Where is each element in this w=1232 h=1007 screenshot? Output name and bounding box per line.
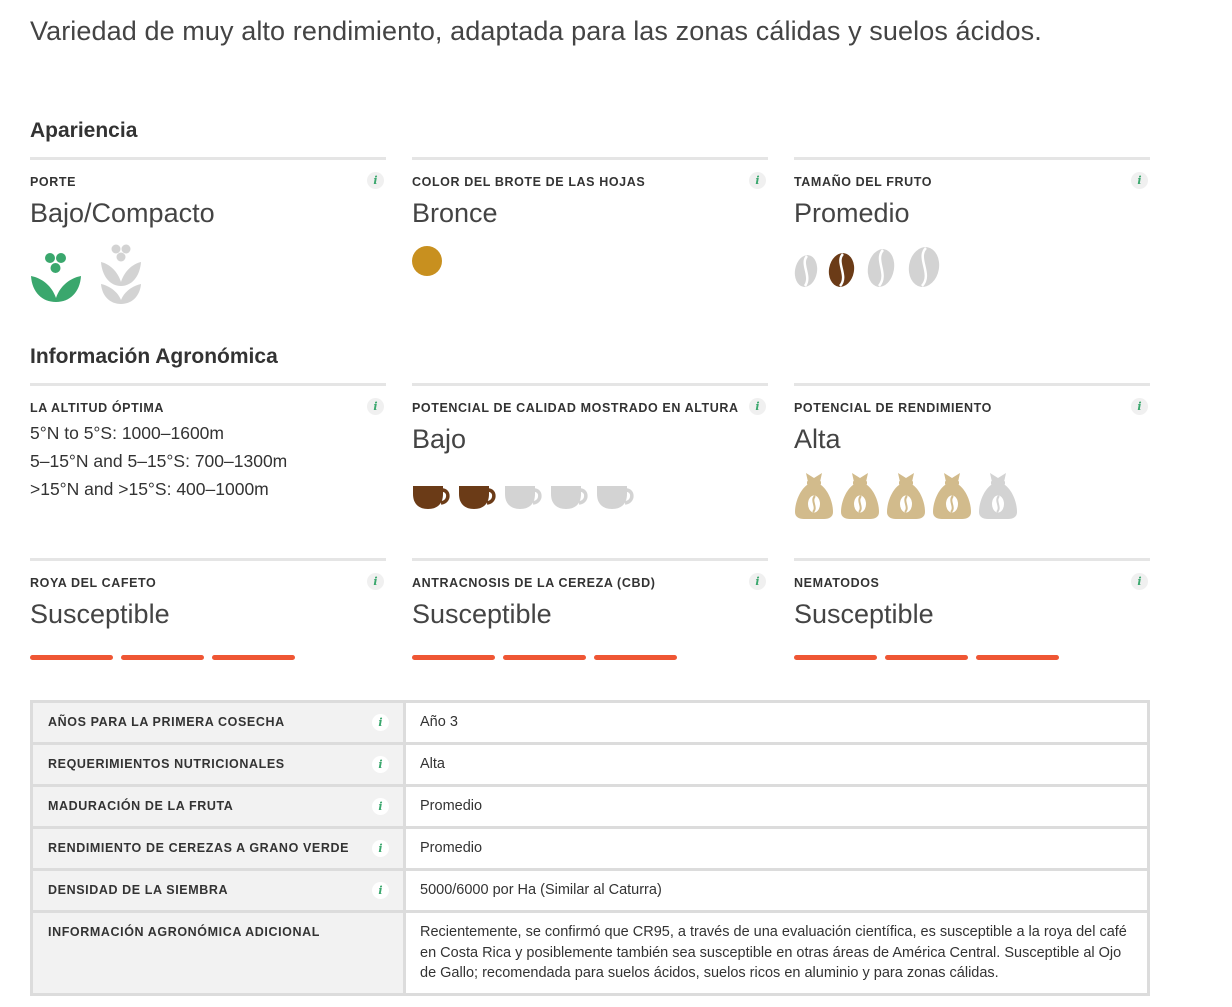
card-label: TAMAÑO DEL FRUTO	[794, 175, 933, 189]
info-icon[interactable]: i	[749, 398, 766, 415]
susceptibility-bar	[594, 655, 677, 660]
susceptibility-bar	[885, 655, 968, 660]
row-value: Recientemente, se confirmó que CR95, a través de una evaluación científica, es susceptible a la roya del café en Costa Rica y posiblemente también sea susceptible en otras áreas de América Central. Susceptible al Ojo de Gallo; recomendada para suelos ácidos, suelos ricos en aluminio y para zonas cálidas.	[405, 912, 1149, 995]
bean-large-icon	[867, 248, 895, 288]
agronomic-details-table	[30, 700, 1150, 996]
susceptibility-bar	[121, 655, 204, 660]
info-icon[interactable]: i	[372, 714, 389, 731]
card-nematodos	[794, 558, 1150, 671]
card-label: COLOR DEL BROTE DE LAS HOJAS	[412, 175, 646, 189]
card-porte	[30, 157, 386, 310]
variety-description: Variedad de muy alto rendimiento, adaptada para las zonas cálidas y suelos ácidos.	[30, 16, 1042, 46]
info-icon[interactable]: i	[367, 573, 384, 590]
bronze-color-swatch	[412, 246, 442, 276]
table-row	[32, 870, 1149, 912]
coffee-sack-icon	[978, 472, 1018, 520]
card-roya	[30, 558, 386, 671]
row-key: RENDIMIENTO DE CEREZAS A GRANO VERDE i	[32, 828, 405, 870]
info-icon[interactable]: i	[372, 882, 389, 899]
info-icon[interactable]: i	[372, 756, 389, 773]
plant-tall-icon	[96, 244, 148, 304]
altitude-line: 5–15°N and 5–15°S: 700–1300m	[30, 451, 288, 471]
card-value: Bajo	[412, 424, 467, 454]
card-label: ROYA DEL CAFETO	[30, 576, 157, 590]
card-label: NEMATODOS	[794, 576, 880, 590]
coffee-sack-icon	[794, 472, 834, 520]
row-key: AÑOS PARA LA PRIMERA COSECHA i	[32, 702, 405, 744]
card-label: PORTE	[30, 175, 77, 189]
card-label: LA ALTITUD ÓPTIMA	[30, 401, 165, 415]
info-icon[interactable]: i	[367, 172, 384, 189]
coffee-cup-icon	[412, 484, 452, 510]
coffee-cup-icon	[596, 484, 636, 510]
susceptibility-bar	[503, 655, 586, 660]
row-value: Alta	[405, 744, 1149, 786]
card-color-brote	[412, 157, 768, 310]
row-value: Promedio	[405, 786, 1149, 828]
section-heading-apariencia: Apariencia	[30, 119, 138, 142]
bean-small-icon	[794, 254, 818, 288]
bean-xlarge-icon	[908, 246, 940, 288]
table-row	[32, 702, 1149, 744]
susceptibility-bar	[794, 655, 877, 660]
table-row	[32, 828, 1149, 870]
coffee-sack-icon	[932, 472, 972, 520]
info-icon[interactable]: i	[372, 840, 389, 857]
coffee-cup-icon	[458, 484, 498, 510]
altitude-line: >15°N and >15°S: 400–1000m	[30, 479, 269, 499]
card-value: Susceptible	[412, 599, 552, 629]
card-label: ANTRACNOSIS DE LA CEREZA (CBD)	[412, 576, 656, 590]
row-key: INFORMACIÓN AGRONÓMICA ADICIONAL	[32, 912, 405, 995]
altitude-line: 5°N to 5°S: 1000–1600m	[30, 423, 224, 443]
card-value: Susceptible	[30, 599, 170, 629]
info-icon[interactable]: i	[749, 172, 766, 189]
susceptibility-bars	[30, 655, 303, 660]
card-value: Bajo/Compacto	[30, 198, 215, 228]
table-row	[32, 912, 1149, 995]
bean-medium-icon	[828, 252, 855, 288]
card-cbd	[412, 558, 768, 671]
row-value: Promedio	[405, 828, 1149, 870]
table-row	[32, 786, 1149, 828]
coffee-sack-icon	[886, 472, 926, 520]
coffee-cup-icon	[550, 484, 590, 510]
card-value: Bronce	[412, 198, 498, 228]
card-label: POTENCIAL DE CALIDAD MOSTRADO EN ALTURA	[412, 401, 739, 415]
card-rendimiento	[794, 383, 1150, 536]
card-label: POTENCIAL DE RENDIMIENTO	[794, 401, 992, 415]
susceptibility-bar	[212, 655, 295, 660]
row-value: 5000/6000 por Ha (Similar al Caturra)	[405, 870, 1149, 912]
susceptibility-bar	[30, 655, 113, 660]
card-value: Alta	[794, 424, 841, 454]
plant-compact-icon	[30, 244, 82, 304]
susceptibility-bars	[412, 655, 685, 660]
row-key: MADURACIÓN DE LA FRUTA i	[32, 786, 405, 828]
yield-rating	[794, 472, 1024, 520]
info-icon[interactable]: i	[1131, 172, 1148, 189]
card-altitud	[30, 383, 386, 536]
info-icon[interactable]: i	[367, 398, 384, 415]
card-value: Promedio	[794, 198, 910, 228]
card-calidad	[412, 383, 768, 536]
row-key: REQUERIMIENTOS NUTRICIONALES i	[32, 744, 405, 786]
info-icon[interactable]: i	[1131, 398, 1148, 415]
quality-rating	[412, 484, 642, 510]
susceptibility-bars	[794, 655, 1067, 660]
section-heading-agronomica: Información Agronómica	[30, 345, 278, 368]
row-key: DENSIDAD DE LA SIEMBRA i	[32, 870, 405, 912]
card-tamano-fruto	[794, 157, 1150, 310]
table-row	[32, 744, 1149, 786]
info-icon[interactable]: i	[372, 798, 389, 815]
susceptibility-bar	[412, 655, 495, 660]
susceptibility-bar	[976, 655, 1059, 660]
info-icon[interactable]: i	[1131, 573, 1148, 590]
info-icon[interactable]: i	[749, 573, 766, 590]
card-value: Susceptible	[794, 599, 934, 629]
coffee-sack-icon	[840, 472, 880, 520]
coffee-cup-icon	[504, 484, 544, 510]
row-value: Año 3	[405, 702, 1149, 744]
